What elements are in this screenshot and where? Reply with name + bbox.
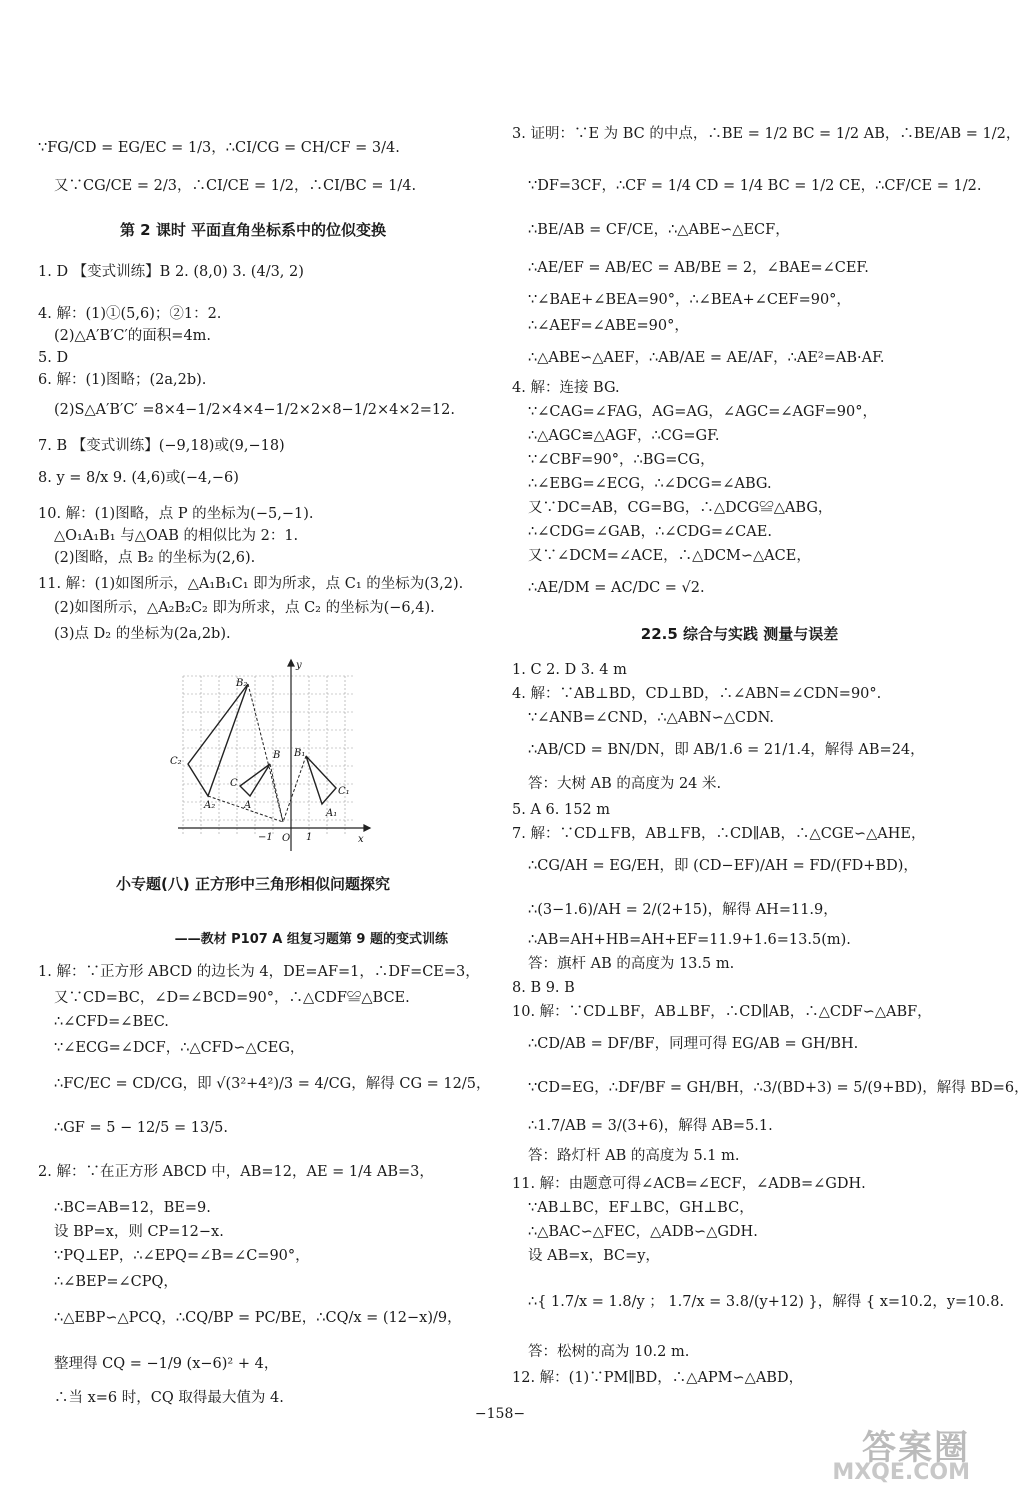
text-line: ∴FC/EC = CD/CG，即 √(3²+4²)/3 = 4/CG，解得 CG = 12/5，: [54, 1076, 491, 1092]
text-line: ∵PQ⊥EP，∴∠EPQ=∠B=∠C=90°，: [54, 1248, 310, 1264]
section-title: 小专题(八) 正方形中三角形相似问题探究: [116, 875, 390, 893]
section-subtitle: ——教材 P107 A 组复习题第 9 题的变式训练: [174, 932, 448, 947]
text-line: ∵∠CBF=90°，∴BG=CG，: [528, 452, 715, 468]
text-line: 答：路灯杆 AB 的高度为 5.1 m.: [528, 1148, 740, 1164]
text-line: ∴CG/AH = EG/EH，即 (CD−EF)/AH = FD/(FD+BD)，: [528, 858, 918, 874]
watermark-logo: 答案圈: [862, 1428, 970, 1468]
text-line: ∴△AGC≌△AGF，∴CG=GF.: [528, 428, 720, 444]
text-line: (2)△A′B′C′的面积=4m.: [54, 328, 212, 344]
triangle-a1b1c1: [306, 756, 336, 804]
text-line: 答：松树的高为 10.2 m.: [528, 1344, 690, 1360]
text-line: ∴∠EBG=∠ECG，∴∠DCG=∠ABG.: [528, 476, 772, 492]
point-label: A: [244, 800, 252, 811]
text-line: 1. C 2. D 3. 4 m: [512, 662, 627, 678]
text-line: ∵FG/CD = EG/EC = 1/3，∴CI/CG = CH/CF = 3/4.: [38, 140, 400, 156]
text-line: 2. 解：∵在正方形 ABCD 中，AB=12，AE = 1/4 AB=3，: [38, 1164, 434, 1180]
text-line: ∵∠BAE+∠BEA=90°，∴∠BEA+∠CEF=90°，: [528, 292, 851, 308]
text-line: ∴AE/DM = AC/DC = √2.: [528, 580, 705, 596]
point-label: C₁: [338, 786, 350, 797]
text-line: 4. 解：∵AB⊥BD，CD⊥BD，∴∠ABN=∠CDN=90°.: [512, 686, 882, 702]
tick-label: 1: [306, 832, 313, 843]
text-line: (2)S△A′B′C′ =8×4−1/2×4×4−1/2×2×8−1/2×4×2=12.: [54, 402, 455, 418]
text-line: 1. 解：∵正方形 ABCD 的边长为 4，DE=AF=1，∴DF=CE=3，: [38, 964, 480, 980]
text-line: ∴{ 1.7/x = 1.8/y ； 1.7/x = 3.8/(y+12) }，解得 { x=10.2，y=10.8.: [528, 1294, 1005, 1310]
text-line: 又∵DC=AB，CG=BG，∴△DCG≌△ABG，: [528, 500, 833, 516]
text-line: ∵DF=3CF，∴CF = 1/4 CD = 1/4 BC = 1/2 CE，∴CF/CE = 1/2.: [528, 178, 982, 194]
text-line: ∵AB⊥BC，EF⊥BC，GH⊥BC，: [528, 1200, 754, 1216]
text-line: ∴∠CFD=∠BEC.: [54, 1014, 169, 1030]
point-label: A₁: [326, 808, 338, 819]
text-line: ∴△BAC∽△FEC，△ADB∽△GDH.: [528, 1224, 758, 1240]
text-line: (2)图略，点 B₂ 的坐标为(2,6).: [54, 550, 256, 566]
text-line: 答：大树 AB 的高度为 24 米.: [528, 776, 722, 792]
axis-label-y: y: [296, 660, 302, 671]
text-line: 8. B 9. B: [512, 980, 575, 996]
point-label: C: [230, 778, 238, 789]
text-line: ∵∠ANB=∠CND，∴△ABN∽△CDN.: [528, 710, 774, 726]
origin-label: O: [282, 833, 291, 844]
text-line: △O₁A₁B₁ 与△OAB 的相似比为 2：1.: [54, 528, 299, 544]
text-line: ∵∠ECG=∠DCF，∴△CFD∽△CEG，: [54, 1040, 305, 1056]
text-line: ∴GF = 5 − 12/5 = 13/5.: [54, 1120, 228, 1136]
text-line: (2)如图所示，△A₂B₂C₂ 即为所求，点 C₂ 的坐标为(−6,4).: [54, 600, 435, 616]
text-line: ∴1.7/AB = 3/(3+6)，解得 AB=5.1.: [528, 1118, 773, 1134]
page-number: −158−: [474, 1406, 526, 1422]
text-line: ∴当 x=6 时，CQ 取得最大值为 4.: [54, 1390, 284, 1406]
text-line: ∴AB=AH+HB=AH+EF=11.9+1.6=13.5(m).: [528, 932, 851, 948]
text-line: 答：旗杆 AB 的高度为 13.5 m.: [528, 956, 735, 972]
text-line: 10. 解：(1)图略，点 P 的坐标为(−5,−1).: [38, 506, 314, 522]
text-line: 5. A 6. 152 m: [512, 802, 611, 818]
text-line: ∴AE/EF = AB/EC = AB/BE = 2，∠BAE=∠CEF.: [528, 260, 869, 276]
text-line: 7. B 【变式训练】(−9,18)或(9,−18): [38, 438, 285, 454]
tick-label: −1: [258, 832, 273, 843]
text-line: ∴∠CDG=∠GAB，∴∠CDG=∠CAE.: [528, 524, 772, 540]
text-line: ∴BE/AB = CF/CE，∴△ABE∽△ECF，: [528, 222, 790, 238]
text-line: ∴CD/AB = DF/BF，同理可得 EG/AB = GH/BH.: [528, 1036, 859, 1052]
text-line: 整理得 CQ = −1/9 (x−6)² + 4，: [54, 1356, 279, 1372]
watermark-url: MXQE.COM: [832, 1460, 970, 1485]
text-line: ∴∠BEP=∠CPQ，: [54, 1274, 178, 1290]
text-line: ∴∠AEF=∠ABE=90°，: [528, 318, 689, 334]
point-label: B₁: [294, 748, 306, 759]
text-line: 又∵∠DCM=∠ACE，∴△DCM∽△ACE，: [528, 548, 811, 564]
text-line: 3. 证明：∵E 为 BC 的中点，∴BE = 1/2 BC = 1/2 AB，∴BE/AB = 1/2，: [512, 126, 1021, 142]
point-label: A₂: [204, 800, 216, 811]
text-line: 4. 解：连接 BG.: [512, 380, 620, 396]
section-title: 第 2 课时 平面直角坐标系中的位似变换: [119, 221, 387, 239]
text-line: ∴(3−1.6)/AH = 2/(2+15)，解得 AH=11.9，: [528, 902, 838, 918]
point-label: B: [273, 750, 281, 761]
text-line: 11. 解：由题意可得∠ACB=∠ECF，∠ADB=∠GDH.: [512, 1176, 866, 1192]
text-line: ∴△EBP∽△PCQ，∴CQ/BP = PC/BE，∴CQ/x = (12−x)/9，: [54, 1310, 462, 1326]
text-line: 设 BP=x，则 CP=12−x.: [54, 1224, 224, 1240]
text-line: 1. D 【变式训练】B 2. (8,0) 3. (4/3, 2): [38, 264, 304, 280]
text-line: ∵CD=EG，∴DF/BF = GH/BH，∴3/(BD+3) = 5/(9+BD)，解得 BD=6，: [528, 1080, 1029, 1096]
text-line: ∴△ABE∽△AEF，∴AB/AE = AE/AF，∴AE²=AB·AF.: [528, 350, 885, 366]
axis-label-x: x: [358, 834, 364, 845]
text-line: 6. 解：(1)图略；(2a,2b).: [38, 372, 207, 388]
text-line: (3)点 D₂ 的坐标为(2a,2b).: [54, 626, 231, 642]
text-line: 又∵CD=BC，∠D=∠BCD=90°，∴△CDF≌△BCE.: [54, 990, 410, 1006]
text-line: ∵∠CAG=∠FAG，AG=AG，∠AGC=∠AGF=90°，: [528, 404, 877, 420]
triangle-a2b2c2: [188, 684, 248, 796]
text-line: 5. D: [38, 350, 69, 366]
text-line: 4. 解：(1)①(5,6)；②1：2.: [38, 306, 222, 322]
coordinate-figure: [170, 656, 378, 856]
point-label: B₂: [236, 678, 248, 689]
text-line: 又∵CG/CE = 2/3，∴CI/CE = 1/2，∴CI/BC = 1/4.: [54, 178, 417, 194]
text-line: 8. y = 8/x 9. (4,6)或(−4,−6): [38, 470, 239, 486]
text-line: ∴BC=AB=12，BE=9.: [54, 1200, 211, 1216]
text-line: 12. 解：(1)∵PM∥BD，∴△APM∽△ABD，: [512, 1370, 804, 1386]
text-line: 10. 解：∵CD⊥BF，AB⊥BF，∴CD∥AB，∴△CDF∽△ABF，: [512, 1004, 932, 1020]
text-line: 11. 解：(1)如图所示，△A₁B₁C₁ 即为所求，点 C₁ 的坐标为(3,2).: [38, 576, 464, 592]
text-line: ∴AB/CD = BN/DN，即 AB/1.6 = 21/1.4，解得 AB=24，: [528, 742, 925, 758]
point-label: C₂: [170, 756, 182, 767]
text-line: 设 AB=x，BC=y，: [528, 1248, 660, 1264]
section-title: 22.5 综合与实践 测量与误差: [640, 625, 839, 643]
text-line: 7. 解：∵CD⊥FB，AB⊥FB，∴CD∥AB，∴△CGE∽△AHE，: [512, 826, 926, 842]
